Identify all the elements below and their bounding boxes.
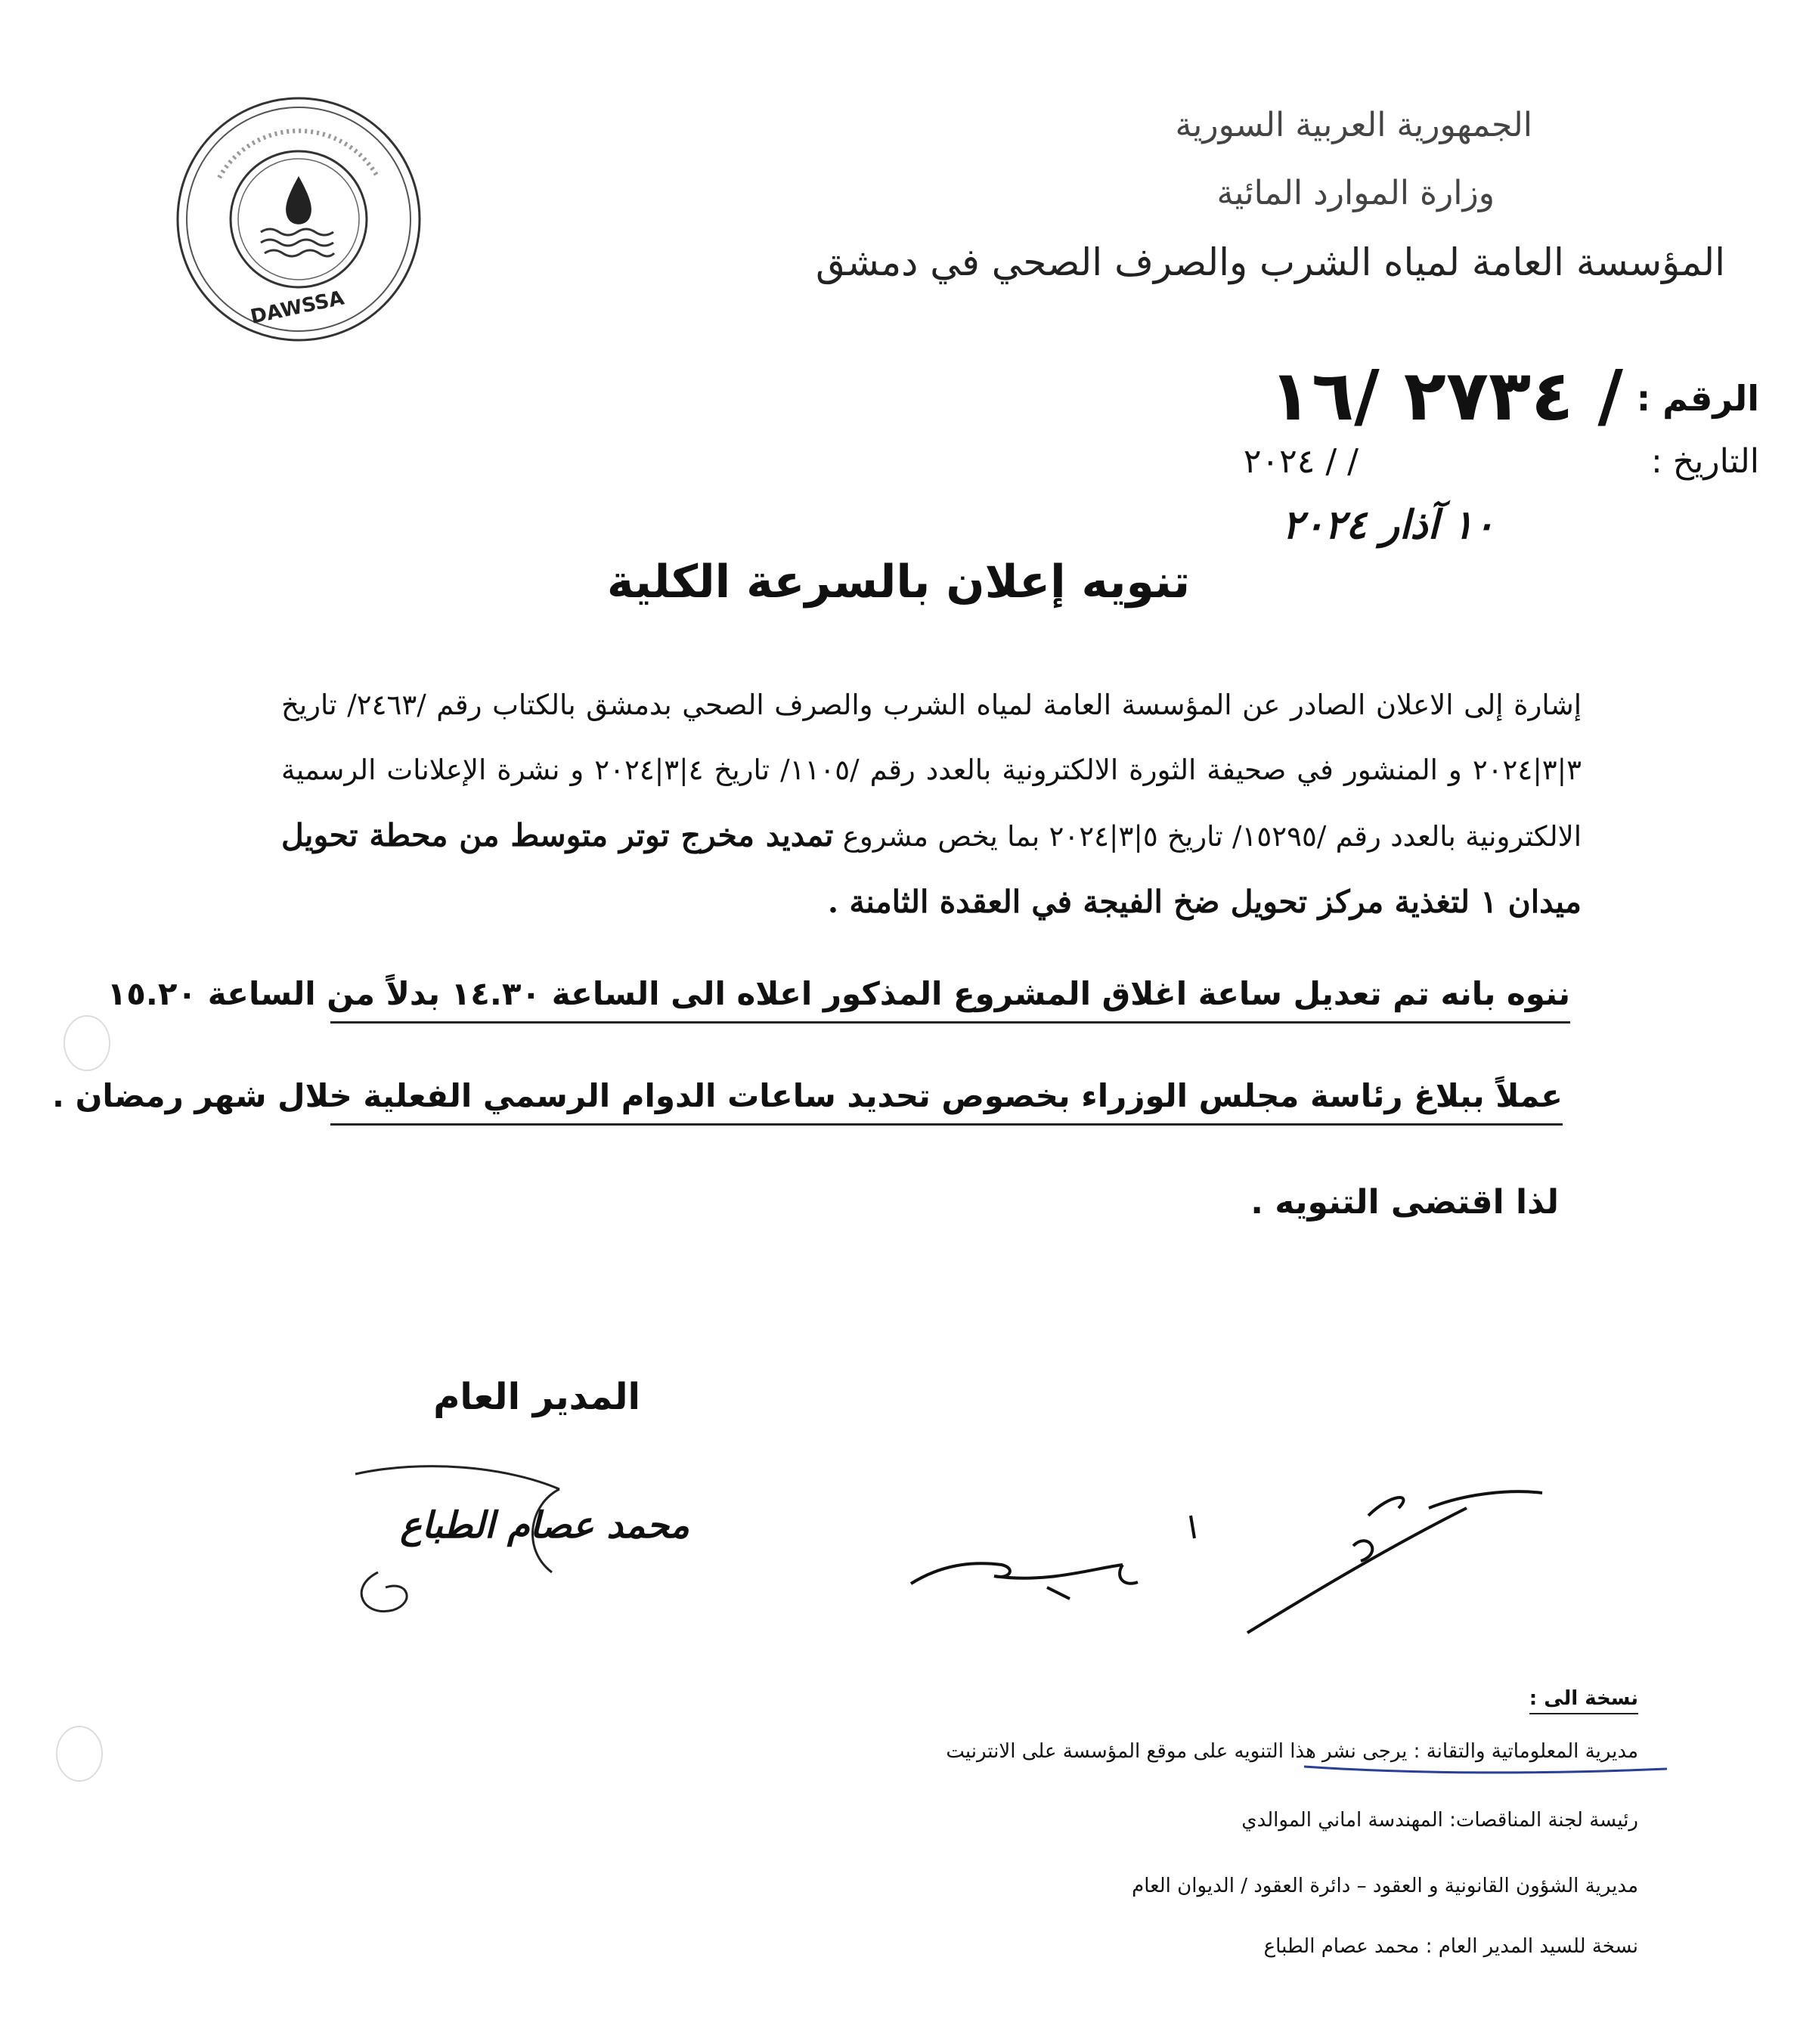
project-name: تمديد مخرج توتر متوسط من محطة تحويل ميدان ١ لتغذية مركز تحويل ضخ الفيجة في العقدة الثامنة . <box>281 817 1582 920</box>
reference-number-value: / ٢٧٣٤ /١٦ <box>1269 355 1623 436</box>
header-country: الجمهورية العربية السورية <box>1175 106 1532 144</box>
pen-underline-mark <box>1300 1758 1671 1780</box>
signature-flourish <box>333 1459 590 1633</box>
dawssa-seal <box>174 94 423 344</box>
seal-abbreviation: DAWSSA <box>248 286 346 329</box>
header-ministry: وزارة الموارد المائية <box>1216 174 1495 212</box>
copy-recipient-1: مديرية المعلوماتية والتقانة : يرجى نشر هذا التنويه على موقع المؤسسة على الانترنيت <box>946 1740 1638 1763</box>
body-paragraph <box>281 673 1582 936</box>
punch-hole <box>53 1723 106 1784</box>
copies-heading: نسخة الى : <box>1529 1687 1638 1714</box>
signatory-title: المدير العام <box>433 1376 640 1418</box>
document-title: تنويه إعلان بالسرعة الكلية <box>606 556 1191 609</box>
handwritten-signature-1 <box>896 1493 1251 1606</box>
closing-line: لذا اقتضى التنويه . <box>1250 1183 1559 1222</box>
date-label: التاريخ : <box>1650 442 1759 481</box>
header-organization: المؤسسة العامة لمياه الشرب والصرف الصحي في دمشق <box>816 240 1725 284</box>
handwritten-signature-2 <box>1240 1478 1550 1644</box>
date-value: / / ٢٠٢٤ <box>1243 442 1359 481</box>
copy-recipient-3: مديرية الشؤون القانونية و العقود – دائرة العقود / الديوان العام <box>1132 1875 1638 1897</box>
notice-line-2: عملاً ببلاغ رئاسة مجلس الوزراء بخصوص تحديد ساعات الدوام الرسمي الفعلية خلال شهر رمضان . <box>330 1077 1563 1126</box>
punch-hole <box>60 1013 113 1073</box>
signatory-name: محمد عصام الطباع <box>400 1504 689 1547</box>
copy-recipient-2: رئيسة لجنة المناقصات: المهندسة اماني الموالدي <box>1241 1809 1638 1832</box>
reference-number-label: الرقم : <box>1636 378 1759 419</box>
body-paragraph-text: إشارة إلى الاعلان الصادر عن المؤسسة العامة لمياه الشرب والصرف الصحي بدمشق بالكتاب رقم /٢٤٦٣/ تاريخ ٣|٣|٢٠٢٤ و المنشور في صحيفة الثورة الالكترونية بالعدد رقم /١١٠٥/ تاريخ ٤|٣|٢٠٢٤ و نشرة الإعلانات الرسمية الالكترونية بالعدد رقم /١٥٢٩٥/ تاريخ ٥|٣|٢٠٢٤ بما يخص مشروع <box>281 689 1582 853</box>
copy-recipient-4: نسخة للسيد المدير العام : محمد عصام الطباع <box>1263 1935 1638 1958</box>
notice-line-1: ننوه بانه تم تعديل ساعة اغلاق المشروع المذكور اعلاه الى الساعة ١٤.٣٠ بدلاً من الساعة ١٥.٢٠ <box>330 975 1570 1024</box>
stamped-date: ١٠ آذار ٢٠٢٤ <box>1282 503 1495 548</box>
